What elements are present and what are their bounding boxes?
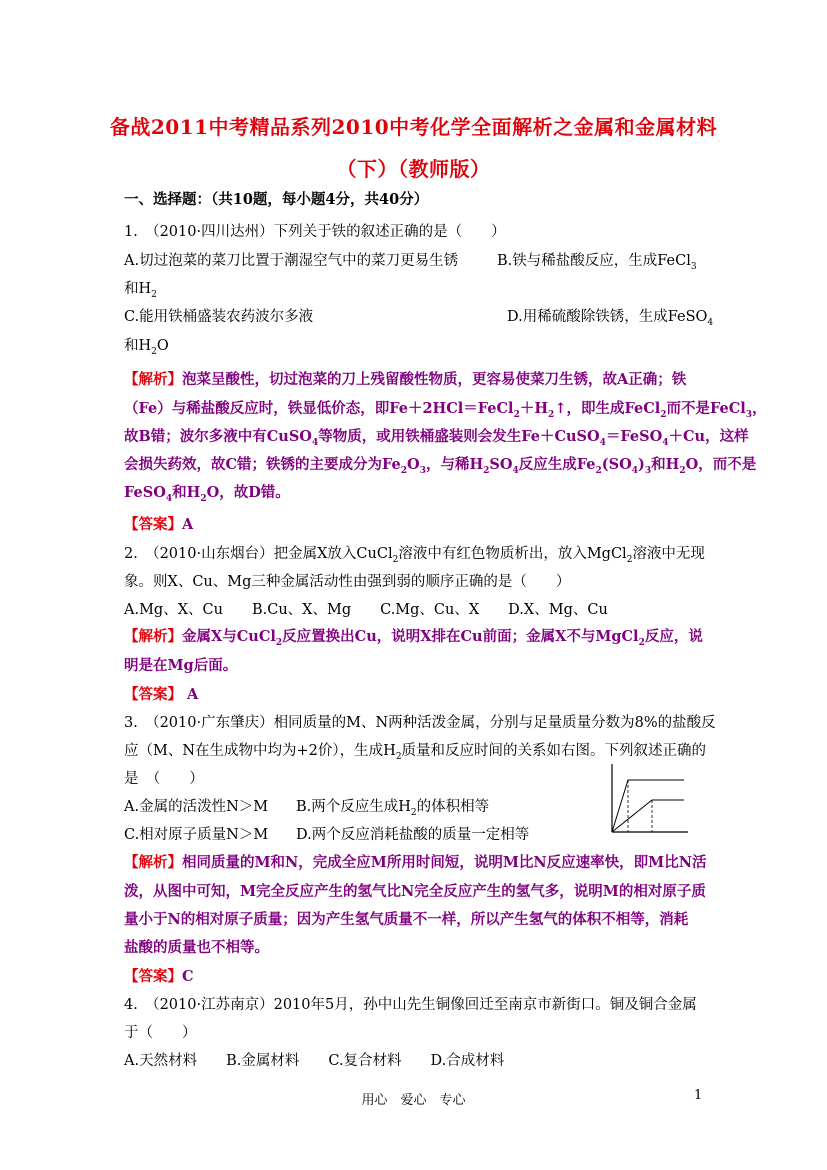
page-number: 1 bbox=[694, 1088, 703, 1103]
q3-analysis-line1: 【解析】相同质量的M和N，完成全应M所用时间短，说明M比N反应速率快，即M比N活 bbox=[124, 854, 707, 871]
q1-option-b-cont: 和$H_2$ bbox=[124, 281, 157, 300]
q3-stem-line3: 是 （ ） bbox=[124, 771, 204, 787]
q4-options: A.天然材料 B.金属材料 C.复合材料 D.合成材料 bbox=[124, 1053, 505, 1069]
q2-analysis-line1: 【解析】金属X与CuCl$_2$反应置换出Cu，说明X排在Cu前面；金属X不与MgCl$_2$反应，说 bbox=[124, 628, 703, 648]
q4-stem-line2: 于（ ） bbox=[124, 1025, 197, 1041]
q1-analysis-line2: （Fe）与稀盐酸反应时，铁显低价态，即$Fe+2HCl=FeCl_2+H_2↑$，即生成FeCl$_2$而不是FeCl$_3$， bbox=[124, 400, 767, 420]
reaction-time-graph bbox=[600, 762, 690, 834]
graph-curve-m bbox=[612, 780, 684, 832]
q3-analysis-line3: 量小于N的相对原子质量；因为产生氢气质量不一样，所以产生氢气的体积不相等，消耗 bbox=[124, 911, 689, 928]
q1-option-a: A.切过泡菜的菜刀比置于潮湿空气中的菜刀更易生锈 bbox=[124, 253, 459, 269]
q3-option-c: C.相对原子质量N＞M bbox=[124, 827, 269, 843]
q3-analysis-line4: 盐酸的质量也不相等。 bbox=[124, 939, 269, 956]
q1-stem: 1. （2010·四川达州）下列关于铁的叙述正确的是（ ） bbox=[124, 224, 506, 240]
q2-answer: 【答案】 A bbox=[124, 686, 199, 703]
q1-analysis-line5: FeSO$_4$和$H_2O$，故D错。 bbox=[124, 484, 290, 504]
q1-option-d-cont: 和$H_2O$ bbox=[124, 338, 169, 357]
q1-analysis-line4: 会损失药效，故C错；铁锈的主要成分为$Fe_2O_3$，与稀$H_2SO_4$反应生成$Fe_2(SO_4)_3$和$H_2O$，而不是 bbox=[124, 456, 757, 476]
q1-analysis-line1: 【解析】泡菜呈酸性，切过泡菜的刀上残留酸性物质，更容易使菜刀生锈，故A正确；铁 bbox=[124, 371, 687, 388]
q2-analysis-line2: 明是在Mg后面。 bbox=[124, 657, 238, 674]
q2-options: A.Mg、X、Cu B.Cu、X、Mg C.Mg、Cu、X D.X、Mg、Cu bbox=[124, 602, 608, 618]
q3-option-a: A.金属的活泼性N＞M bbox=[124, 799, 269, 815]
q3-stem-line2: 应（M、N在生成物中均为+2价），生成$H_2$质量和反应时间的关系如右图。下列叙述正确的 bbox=[124, 743, 707, 762]
q2-stem-line2: 象。则X、Cu、Mg三种金属活动性由强到弱的顺序正确的是（ ） bbox=[124, 574, 571, 590]
footer-motto: 用心 爱心 专心 bbox=[361, 1093, 466, 1108]
q1-option-d: D.用稀硫酸除铁锈，生成FeSO$_4$ bbox=[507, 309, 714, 328]
section-heading: 一、选择题：（共10题，每小题4分，共40分） bbox=[124, 191, 429, 208]
q1-option-c: C.能用铁桶盛装农药波尔多液 bbox=[124, 309, 314, 325]
q3-analysis-line2: 泼，从图中可知，M完全反应产生的氢气比N完全反应产生的氢气多，说明M的相对原子质 bbox=[124, 883, 706, 900]
q3-option-d: D.两个反应消耗盐酸的质量一定相等 bbox=[296, 827, 530, 843]
graph-curve-n bbox=[612, 800, 684, 832]
document-title-line2: （下）（教师版） bbox=[336, 157, 491, 181]
q3-answer: 【答案】C bbox=[124, 968, 194, 985]
q1-answer: 【答案】A bbox=[124, 516, 194, 533]
q3-stem-line1: 3. （2010·广东肇庆）相同质量的M、N两种活泼金属，分别与足量质量分数为8%的盐酸反 bbox=[124, 715, 716, 731]
q1-analysis-line3: 故B错；波尔多液中有CuSO$_4$等物质，或用铁桶盛装则会发生Fe＋CuSO$_4$＝FeSO$_4$＋Cu，这样 bbox=[124, 428, 749, 448]
q1-option-b: B.铁与稀盐酸反应，生成FeCl$_3$ bbox=[497, 253, 697, 272]
q4-stem-line1: 4. （2010·江苏南京）2010年5月，孙中山先生铜像回迁至南京市新街口。铜及铜合金属 bbox=[124, 997, 697, 1013]
q3-option-b: B.两个反应生成$H_2$的体积相等 bbox=[296, 799, 490, 818]
document-title-line1: 备战2011中考精品系列2010中考化学全面解析之金属和金属材料 bbox=[109, 115, 718, 139]
q2-stem-line1: 2. （2010·山东烟台）把金属X放入CuCl$_2$溶液中有红色物质析出，放入MgCl$_2$溶液中无现 bbox=[124, 546, 705, 565]
